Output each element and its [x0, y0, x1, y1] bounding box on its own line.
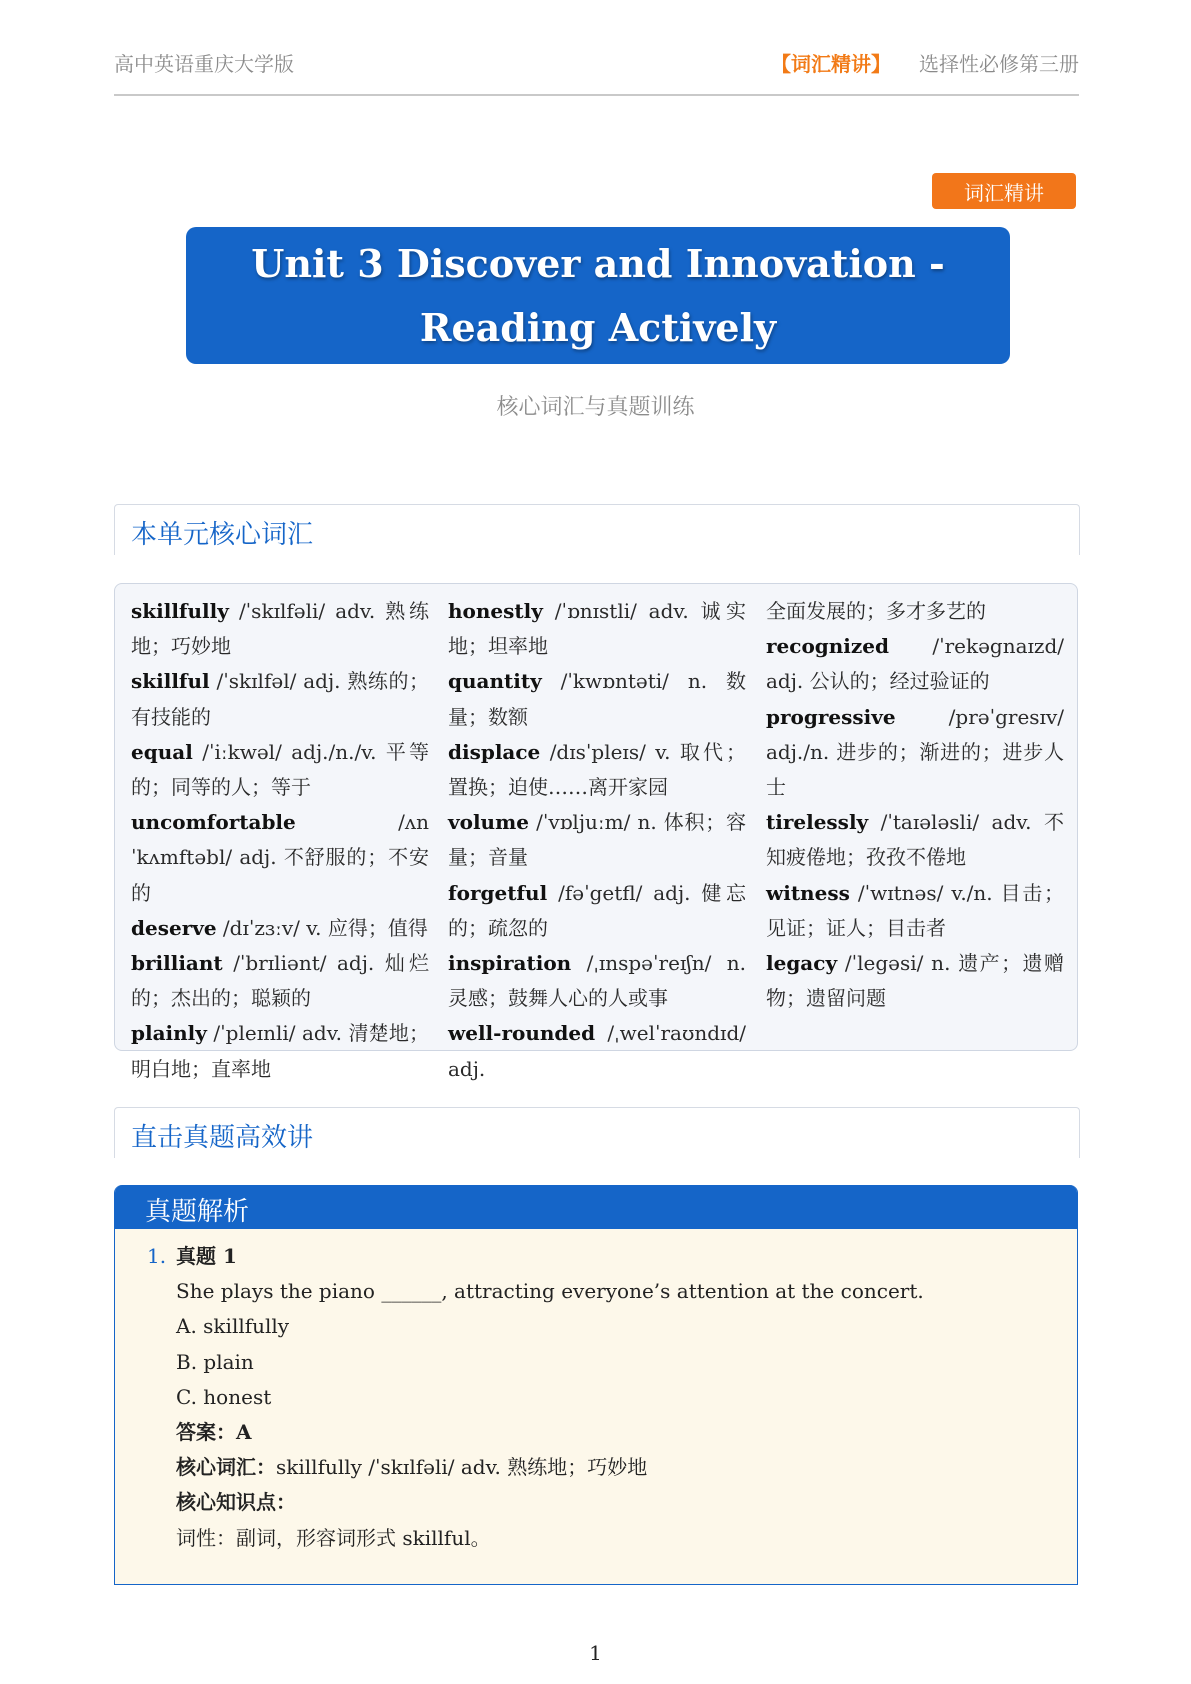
vocab-entry — [448, 881, 746, 940]
question-number: 1. — [147, 1244, 167, 1268]
vocab-word: displace — [448, 739, 541, 764]
header-tag: 【词汇精讲】 — [771, 52, 891, 76]
vocab-word: skillfully — [131, 599, 229, 623]
vocab-word: deserve — [131, 915, 217, 940]
vocab-column-1 — [131, 594, 429, 1087]
vocab-definition: /ˈwɪtnəs/ v./n. 目击；见证；证人；目击者 — [766, 880, 1064, 940]
vocab-continued-def: 全面发展的；多才多艺的 — [766, 599, 986, 623]
vocab-word: legacy — [766, 951, 838, 976]
vocab-entry — [448, 951, 746, 1010]
option-a: A. skillfully — [176, 1314, 290, 1339]
vocab-entry — [766, 705, 1064, 799]
vocab-entry — [448, 810, 746, 869]
vocab-column-2 — [448, 594, 746, 1087]
vocab-entry — [448, 669, 746, 728]
vocab-word: inspiration — [448, 951, 572, 976]
page-number: 1 — [589, 1641, 602, 1665]
vocab-word: well-rounded — [448, 1021, 596, 1046]
question-panel-header — [115, 1185, 1077, 1229]
answer-line — [176, 1415, 1056, 1450]
vocab-entry — [766, 881, 1064, 940]
vocab-definition: /ˌɪnspəˈreɪʃn/ n. 灵感；鼓舞人心的人或事 — [448, 951, 746, 1011]
vocab-definition: /dɪˈzɜːv/ v. 应得；值得 — [216, 915, 428, 940]
vocab-word: forgetful — [448, 880, 548, 905]
option-c: C. honest — [176, 1384, 272, 1409]
page-subtitle: 核心词汇与真题训练 — [496, 395, 695, 420]
vocab-word: brilliant — [131, 951, 223, 976]
vocab-definition: /ˈskɪlfəli/ adv. 熟练地；巧妙地 — [131, 599, 429, 659]
vocab-word: tirelessly — [766, 810, 869, 835]
header-book-title: 高中英语重庆大学版 — [114, 52, 294, 76]
vocab-word: plainly — [131, 1021, 207, 1046]
vocab-word: witness — [766, 880, 850, 905]
question-panel-title: 真题解析 — [145, 1197, 250, 1227]
section-title: 直击真题高效讲 — [131, 1123, 314, 1153]
vocab-definition: /dɪsˈpleɪs/ v. 取代；置换；迫使……离开家园 — [448, 739, 746, 800]
vocab-definition: /ˈpleɪnli/ adv. 清楚地；明白地；直率地 — [131, 1021, 429, 1081]
vocab-entry — [131, 951, 429, 1010]
vocab-word: recognized — [766, 634, 889, 659]
page-title: Unit 3 Discover and Innovation - Reading Actively — [251, 240, 945, 350]
vocab-definition: /ˈskɪlfəl/ adj. 熟练的；有技能的 — [131, 669, 429, 729]
title-banner — [186, 227, 1010, 364]
vocab-definition: /prəˈgresɪv/ adj./n. 进步的；渐进的；进步人士 — [766, 704, 1064, 800]
vocab-definition: /ˈtaɪələsli/ adv. 不知疲倦地；孜孜不倦地 — [766, 810, 1064, 870]
header-volume: 选择性必修第三册 — [919, 52, 1079, 76]
vocab-entry — [766, 634, 1064, 693]
vocab-entry — [448, 740, 746, 799]
core-vocab-line — [176, 1450, 1056, 1485]
vocab-definition: /ʌnˈkʌmftəbl/ adj. 不舒服的；不安的 — [131, 810, 429, 905]
vocab-definition: /ˌwelˈraʊndɪd/ adj. — [448, 1021, 746, 1081]
vocab-word: volume — [448, 810, 529, 835]
vocab-definition: /ˈvɒljuːm/ n. 体积；容量；音量 — [448, 810, 746, 870]
vocab-definition: /ˈlegəsi/ n. 遗产；遗赠物；遗留问题 — [766, 951, 1064, 1011]
question-title: 真题 1 — [176, 1244, 237, 1268]
header-right — [771, 48, 1079, 77]
vocab-definition: /ˈbrɪliənt/ adj. 灿烂的；杰出的；聪颖的 — [131, 951, 429, 1011]
vocab-entry — [131, 916, 428, 940]
vocab-definition: /ˈɒnɪstli/ adv. 诚实地；坦率地 — [448, 599, 746, 659]
vocab-entry — [131, 740, 429, 799]
vocab-column-3 — [766, 594, 1064, 1016]
vocab-word: uncomfortable — [131, 810, 296, 835]
question-panel — [114, 1185, 1078, 1585]
vocab-definition: /ˈkwɒntəti/ n. 数量；数额 — [448, 669, 746, 729]
answer-value: A — [236, 1420, 252, 1445]
vocab-word: quantity — [448, 669, 542, 694]
vocab-entry — [131, 810, 429, 904]
section-title: 本单元核心词汇 — [131, 520, 314, 550]
vocab-entry — [766, 810, 1064, 869]
vocab-list-box — [114, 583, 1078, 1081]
option-b: B. plain — [176, 1349, 254, 1374]
vocab-entry — [766, 951, 1064, 1010]
vocab-badge: 词汇精讲 — [932, 173, 1076, 209]
header-divider — [114, 94, 1079, 96]
vocab-word: progressive — [766, 704, 896, 729]
vocab-entry — [448, 599, 746, 658]
vocab-definition: /ˈrekəgnaɪzd/ adj. 公认的；经过验证的 — [766, 634, 1064, 694]
section-core-vocab-header — [114, 504, 1080, 555]
vocab-word: skillful — [131, 669, 210, 694]
vocab-word: honestly — [448, 599, 543, 623]
question-lines — [176, 1239, 1056, 1556]
knowledge-label: 核心知识点： — [176, 1490, 296, 1515]
vocab-entry — [131, 599, 429, 658]
vocab-entry — [131, 669, 429, 728]
vocab-entry — [131, 1021, 429, 1080]
section-exam-header — [114, 1107, 1080, 1158]
answer-label: 答案： — [176, 1420, 236, 1445]
vocab-definition: /ˈiːkwəl/ adj./n./v. 平等的；同等的人；等于 — [131, 739, 429, 800]
knowledge-text: 词性：副词，形容词形式 skillful。 — [176, 1525, 491, 1550]
vocab-word: equal — [131, 739, 193, 764]
vocab-entry — [448, 1021, 746, 1080]
core-vocab-text: skillfully /ˈskɪlfəli/ adv. 熟练地；巧妙地 — [276, 1455, 648, 1480]
vocab-definition: /fəˈgetfl/ adj. 健忘的；疏忽的 — [448, 880, 746, 940]
question-stem: She plays the piano ______, attracting everyone’s attention at the concert. — [176, 1279, 924, 1304]
core-vocab-label: 核心词汇： — [176, 1455, 276, 1480]
